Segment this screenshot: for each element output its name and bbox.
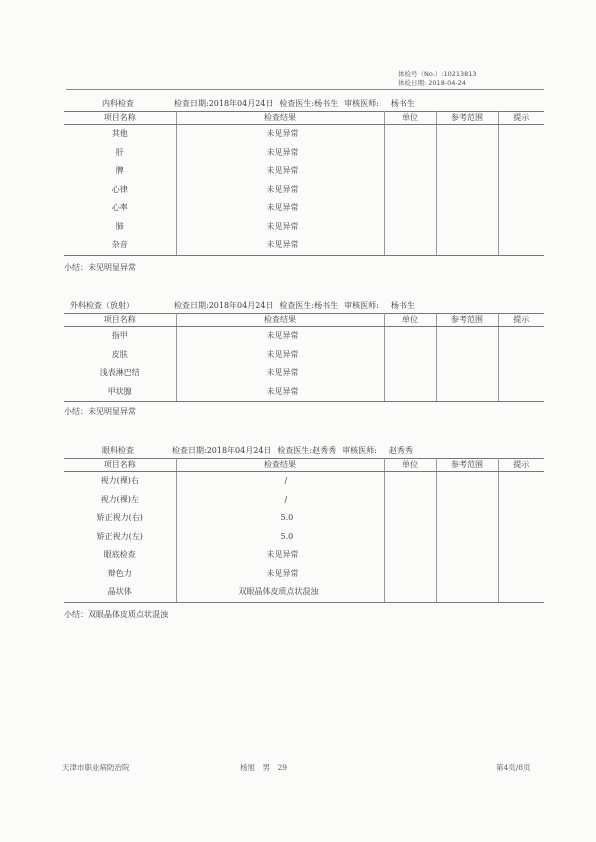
section-header [64,443,544,459]
table-row [64,199,544,218]
table-row [64,509,544,528]
table-row [64,162,544,181]
item-result: 未见异常 [176,236,384,255]
section-info [174,298,421,313]
item-result: / [176,472,384,491]
doctor-text: 检查医生:杨书生 [279,99,339,108]
table-row [64,144,544,163]
dept-name: 眼科检查 [102,446,134,455]
item-result: 未见异常 [176,162,384,181]
table-row [64,327,544,346]
col-item-name: 项目名称 [64,458,176,472]
item-name: 皮肤 [111,349,128,359]
item-name: 杂音 [64,236,176,255]
item-name: 晶状体 [64,583,176,602]
col-hint: 提示 [498,111,544,125]
section-summary: 小结：未见明显异常 [64,263,136,272]
section-summary: 小结：未见明显异常 [64,407,136,416]
exam-no-label: 体检号（No.）: [398,70,444,78]
col-unit: 单位 [384,458,436,472]
dept-name: 内科检查 [102,99,134,108]
footer-institution: 天津市职业病防治院 [62,763,130,772]
table-row [64,472,544,491]
section-info [172,443,419,458]
table-header-row [64,313,544,327]
col-hint: 提示 [498,458,544,472]
item-name: 心律 [111,184,128,194]
section-header [64,96,544,112]
item-result: 未见异常 [176,181,384,200]
reviewer-name: 杨书生 [390,99,415,108]
results-table [64,313,544,402]
table-row [64,181,544,200]
table-row [64,364,544,383]
item-result: 双眼晶体皮质点状混浊 [176,583,384,602]
table-header-row [64,111,544,125]
item-result: 未见异常 [176,383,384,402]
results-table [64,111,544,256]
item-result: 未见异常 [176,327,384,346]
reviewer-name: 杨书生 [390,301,415,310]
item-result: 5.0 [176,509,384,528]
item-name: 肝 [115,147,124,157]
reviewer-name: 赵秀秀 [388,446,413,455]
col-ref-range: 参考范围 [436,111,498,125]
col-unit: 单位 [384,111,436,125]
col-result: 检查结果 [176,111,384,125]
item-result: 未见异常 [176,125,384,144]
item-name: 眼底检查 [103,550,136,559]
header-rule [66,89,544,90]
reviewer-label: 审核医师: [344,301,379,310]
col-hint: 提示 [498,313,544,327]
table-row [64,583,544,602]
item-name: 心率 [111,203,128,212]
item-result: 未见异常 [176,144,384,163]
exam-meta [398,70,477,88]
results-table [64,458,544,603]
item-result: / [176,491,384,510]
footer-page-number: 第4页/8页 [496,763,531,772]
table-row [64,546,544,565]
item-name: 矫正视力(左) [96,531,143,541]
item-name: 肺 [115,221,124,231]
doctor-text: 检查医生:赵秀秀 [277,446,337,455]
table-header-row [64,458,544,472]
col-result: 检查结果 [176,313,384,327]
exam-date-text: 检查日期:2018年04月24日 [174,301,274,310]
table-row [64,125,544,144]
item-name: 辩色力 [107,568,132,578]
item-name: 指甲 [111,331,128,340]
item-name: 浅表淋巴结 [99,368,140,377]
table-row [64,491,544,510]
table-row [64,346,544,365]
table-row [64,236,544,255]
section-info [174,96,421,111]
col-ref-range: 参考范围 [436,313,498,327]
item-result: 未见异常 [176,346,384,365]
col-unit: 单位 [384,313,436,327]
doctor-text: 检查医生:杨书生 [279,301,339,310]
reviewer-label: 审核医师: [344,99,379,108]
item-result: 未见异常 [176,364,384,383]
exam-date-text: 检查日期:2018年04月24日 [174,99,274,108]
item-result: 未见异常 [176,218,384,237]
footer-patient: 杨旭 男 29 [240,763,288,772]
item-result: 未见异常 [176,199,384,218]
table-row [64,528,544,547]
exam-date-label: 体检日期: [398,79,427,87]
col-ref-range: 参考范围 [436,458,498,472]
item-name: 甲状腺 [64,383,176,402]
section-header [64,298,544,314]
item-result: 5.0 [176,528,384,547]
item-name: 视力(裸)左 [100,494,139,504]
dept-name: 外科检查（放射） [70,301,134,310]
item-name: 视力(裸)右 [100,476,139,485]
table-row [64,383,544,402]
exam-date-text: 检查日期:2018年04月24日 [172,446,272,455]
item-name: 矫正视力(右) [96,513,143,522]
exam-no: 10213813 [443,70,477,78]
table-row [64,218,544,237]
item-result: 未见异常 [176,565,384,584]
col-item-name: 项目名称 [64,313,176,327]
reviewer-label: 审核医师: [342,446,377,455]
exam-date: 2018-04-24 [428,79,467,87]
col-item-name: 项目名称 [64,111,176,125]
section-summary: 小结：双眼晶体皮质点状混浊 [64,610,168,619]
item-name: 脾 [115,166,124,175]
table-row [64,565,544,584]
item-name: 其他 [111,129,128,138]
item-result: 未见异常 [176,546,384,565]
col-result: 检查结果 [176,458,384,472]
